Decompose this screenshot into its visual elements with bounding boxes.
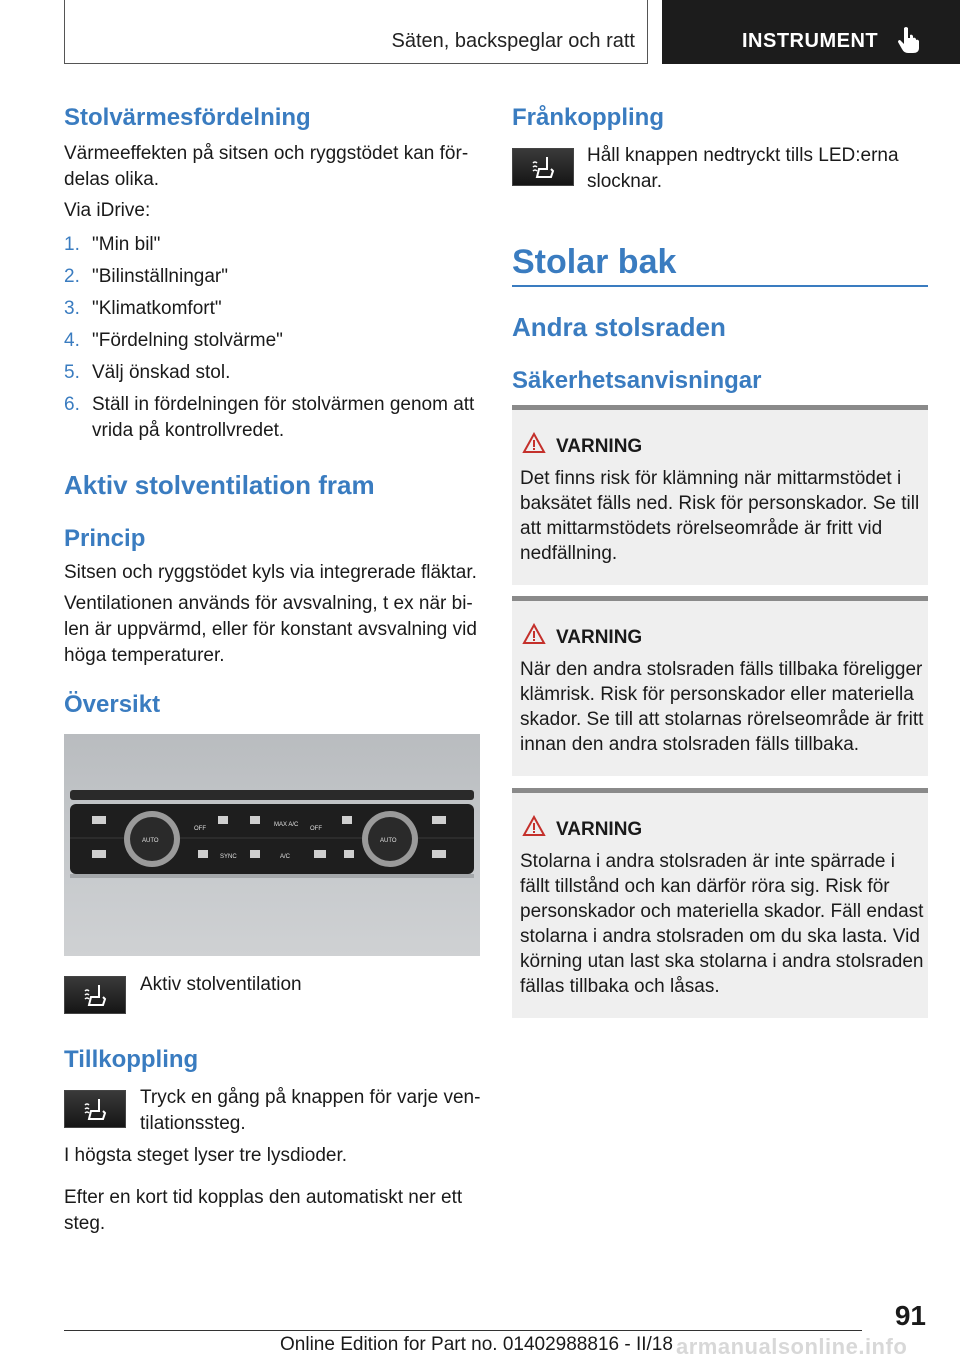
seat-ventilation-icon	[81, 1097, 111, 1123]
warning-title: VARNING	[556, 819, 643, 840]
chapter-tab[interactable]	[662, 0, 960, 64]
paragraph-three-leds: I högsta steget lyser tre lysdioder.	[64, 1145, 348, 1166]
panel-auto-left: AUTO	[142, 838, 159, 844]
paragraph-heat-distribution: Värmeeffekten på sitsen och ryggstödet kan för-delas olika.	[64, 143, 469, 190]
warning-box	[512, 596, 928, 776]
seat-ventilation-icon	[529, 155, 559, 181]
heading-second-row: Andra stolsraden	[512, 312, 726, 342]
watermark: armanualsonline.info	[676, 1334, 908, 1359]
caption-active-seat-ventilation: Aktiv stolventilation	[140, 974, 302, 995]
pointing-hand-icon	[896, 26, 922, 54]
seat-ventilation-button-icon-on	[64, 1090, 126, 1128]
warning-box	[512, 788, 928, 1018]
warning-triangle-icon	[522, 432, 546, 454]
heading-seat-heat-distribution: Stolvärmesfördelning	[64, 104, 311, 131]
heading-switch-on: Tillkoppling	[64, 1046, 199, 1073]
warning-triangle-icon	[522, 623, 546, 645]
list-item: 6. Ställ in fördelningen för stolvärmen genom att vrida på kontrollvredet.	[64, 394, 475, 441]
climate-panel-illustration	[64, 734, 480, 956]
list-item: 2. "Bilinställningar"	[64, 266, 228, 287]
chapter-title: INSTRUMENT	[742, 30, 879, 52]
warning-box	[512, 405, 928, 585]
heading-overview: Översikt	[64, 691, 161, 718]
paragraph-principle: Sitsen och ryggstödet kyls via integrerade fläktar.	[64, 562, 477, 583]
section-title: Säten, backspeglar och ratt	[391, 30, 635, 52]
seat-ventilation-button-icon-off	[512, 148, 574, 186]
paragraph-press-button: Tryck en gång på knappen för varje ven-tilationssteg.	[140, 1087, 481, 1134]
heading-active-seat-ventilation: Aktiv stolventilation fram	[64, 470, 375, 500]
heading-underline	[512, 285, 928, 287]
page-number: 91	[894, 1300, 926, 1331]
paragraph-via-idrive: Via iDrive:	[64, 200, 151, 221]
paragraph-auto-step-down: Efter en kort tid kopplas den automatiskt ner ett steg.	[64, 1187, 463, 1234]
panel-off-left: OFF	[194, 826, 206, 832]
warning-text: När den andra stolsraden fälls tillbaka föreligger klämrisk. Risk för personskador eller materiella skador. Se till att stolarnas rörelseområde är fritt innan den andra stolsraden fälls tillbaka.	[520, 659, 924, 755]
panel-off-right: OFF	[310, 826, 322, 832]
panel-max-ac: MAX A/C	[274, 822, 299, 828]
list-item: 4. "Fördelning stolvärme"	[64, 330, 283, 351]
warning-title: VARNING	[556, 436, 643, 457]
paragraph-hold-button: Håll knappen nedtryckt tills LED:erna slocknar.	[587, 145, 899, 192]
warning-triangle-icon	[522, 815, 546, 837]
heading-principle: Princip	[64, 525, 146, 552]
warning-title: VARNING	[556, 627, 643, 648]
list-item: 1. "Min bil"	[64, 234, 161, 255]
warning-text: Det finns risk för klämning när mittarmstödet i baksätet fälls ned. Risk för personskador. Se till att mittarmstödets rörelseområde är fritt vid nedfällning.	[520, 468, 920, 564]
warning-text: Stolarna i andra stolsraden är inte spärrade i fällt tillstånd och kan därför röra sig. Risk för personskador och materiella skador. Fäll endast stolarna i andra stolsraden om du ska lasta. Vid körning utan last ska stolarna i andra stolsraden fällas tillbaka och låsas.	[520, 851, 924, 997]
edition-note: Online Edition for Part no. 01402988816 - II/18	[280, 1334, 673, 1355]
list-item: 3. "Klimatkomfort"	[64, 298, 222, 319]
heading-safety-notes: Säkerhetsanvisningar	[512, 367, 762, 394]
panel-ac: A/C	[280, 854, 291, 860]
section-header	[64, 0, 648, 64]
seat-ventilation-button-icon	[64, 976, 126, 1014]
heading-rear-seats: Stolar bak	[512, 243, 677, 281]
heading-switch-off: Frånkoppling	[512, 104, 664, 131]
footer-divider	[64, 1330, 862, 1331]
idrive-steps-list	[64, 232, 484, 450]
seat-ventilation-icon	[81, 983, 111, 1009]
paragraph-ventilation-use: Ventilationen används för avsvalning, t ex när bi-len är uppvärmd, eller för konstant avsvalning vid höga temperaturer.	[64, 593, 477, 666]
list-item: 5. Välj önskad stol.	[64, 362, 231, 383]
panel-auto-right: AUTO	[380, 838, 397, 844]
climate-control-panel-image	[64, 734, 480, 956]
panel-sync: SYNC	[220, 854, 237, 860]
